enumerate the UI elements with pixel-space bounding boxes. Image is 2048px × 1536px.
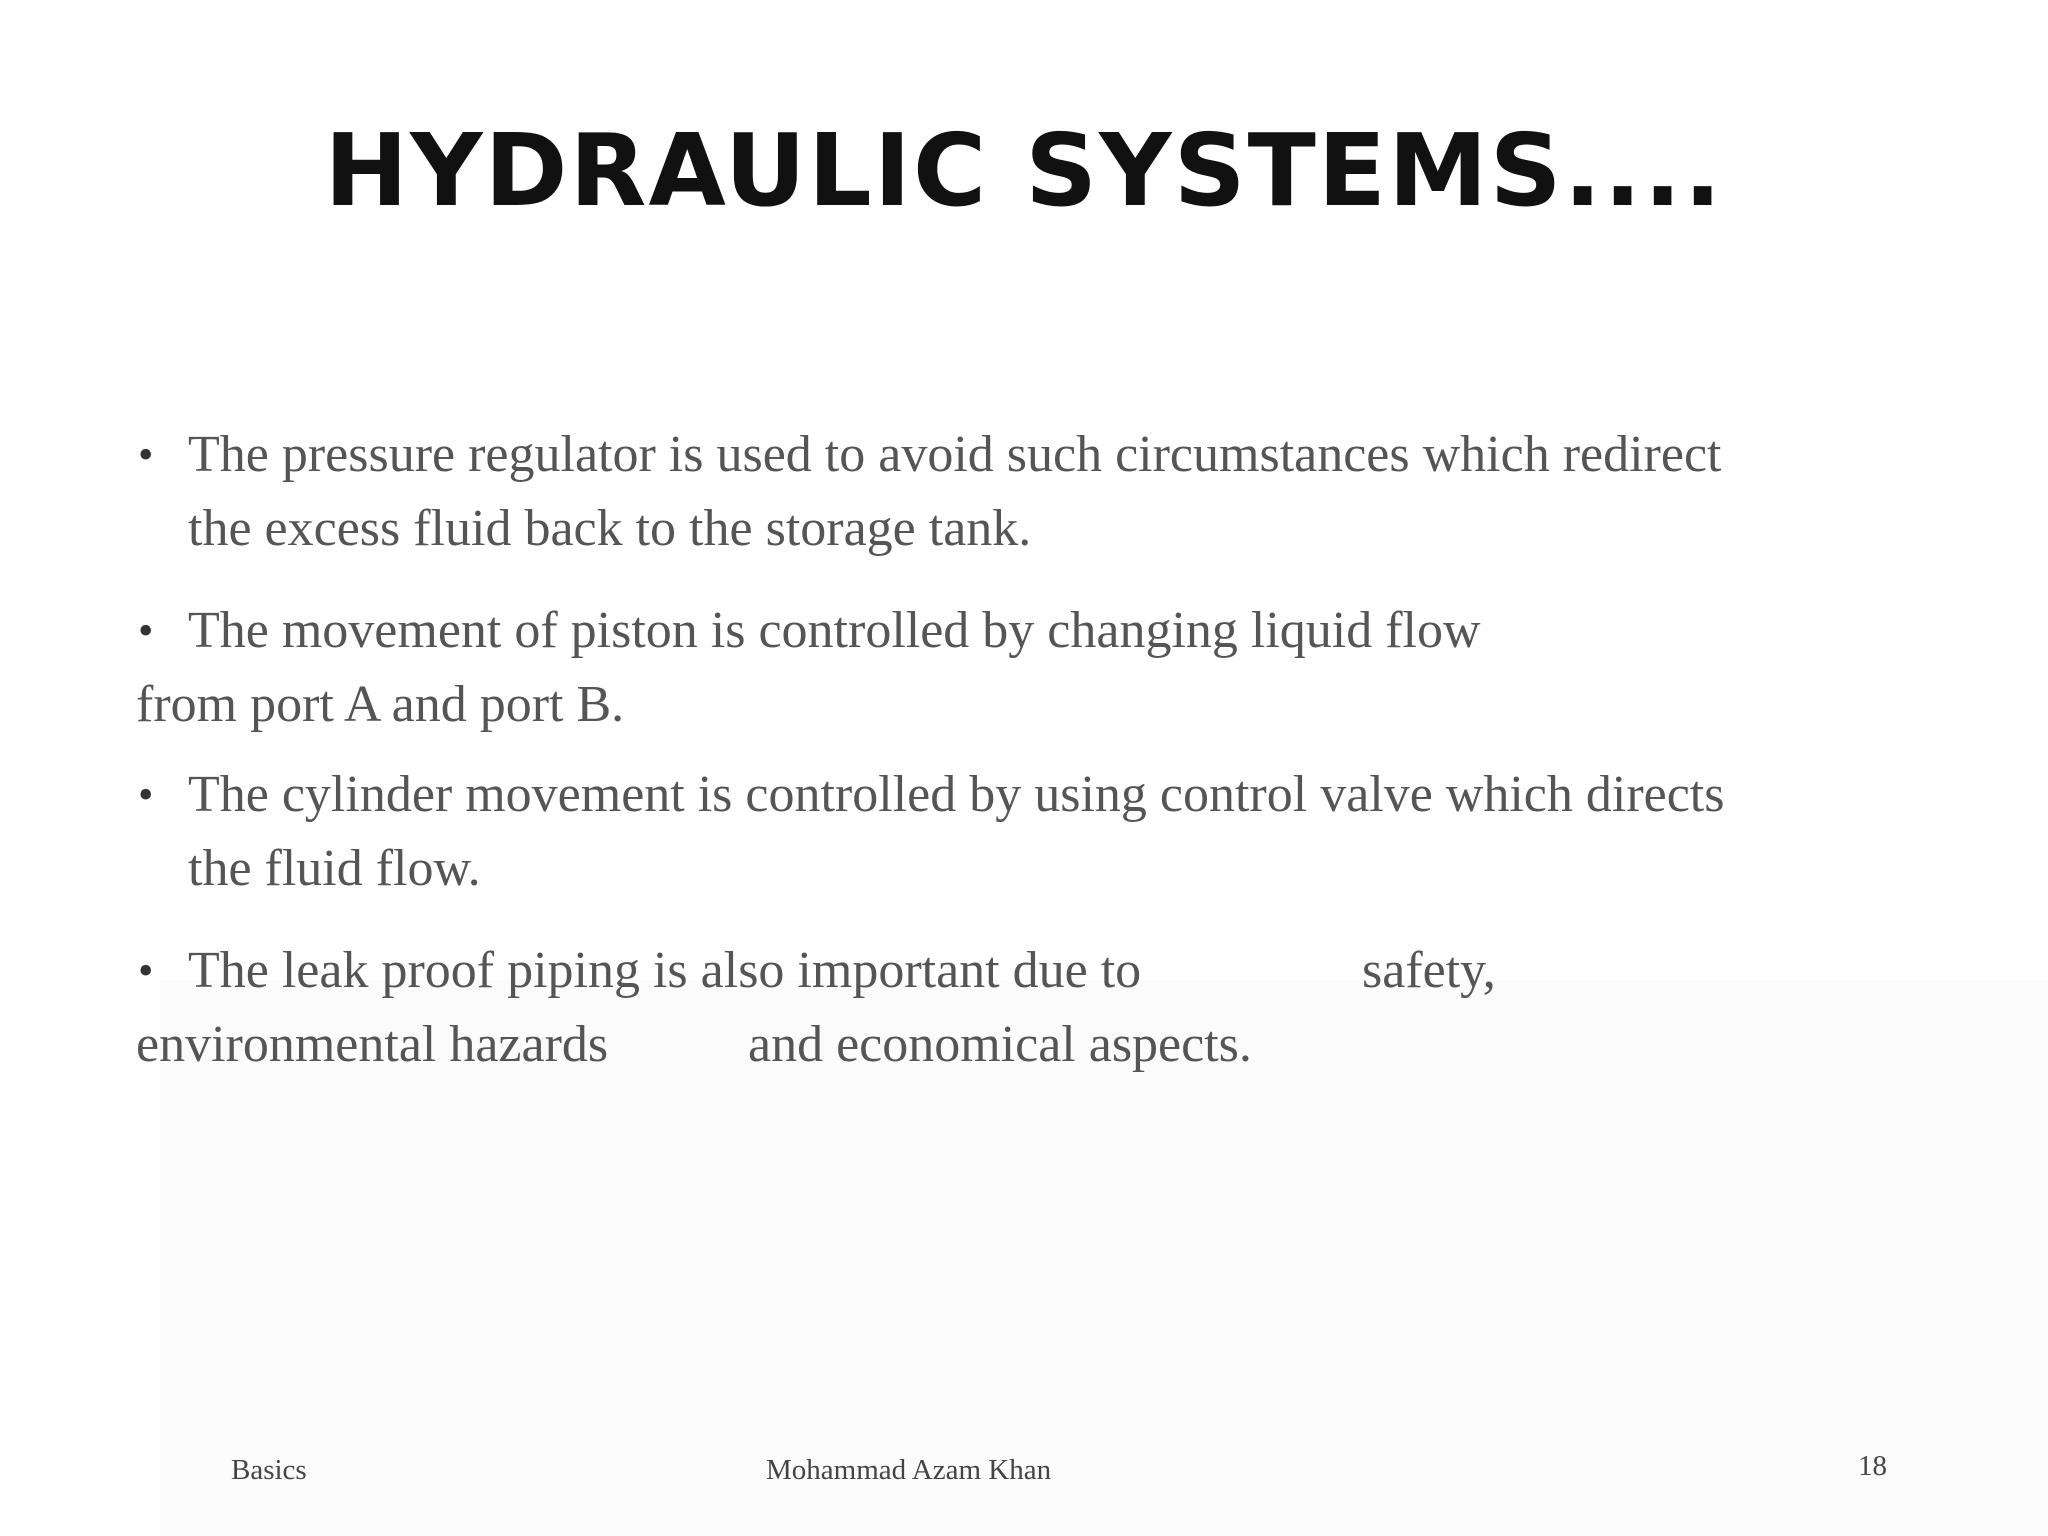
- slide-title: HYDRAULIC SYSTEMS....: [324, 112, 1724, 229]
- bullet-marker: •: [138, 606, 154, 655]
- bullet-4-line-1b: safety,: [1362, 942, 1496, 999]
- bullet-1-line-2: the excess fluid back to the storage tank.: [188, 500, 1032, 557]
- bullet-2-line-2: from port A and port B.: [136, 676, 625, 733]
- bullet-4-line-1a: The leak proof piping is also important due to: [188, 942, 1142, 999]
- bullet-3-line-1: The cylinder movement is controlled by using control valve which directs: [188, 766, 1725, 823]
- bullet-4-line-2b: and economical aspects.: [748, 1016, 1252, 1073]
- footer-author: Mohammad Azam Khan: [766, 1454, 1052, 1486]
- bullet-marker: •: [138, 946, 154, 995]
- bullet-marker: •: [138, 770, 154, 819]
- footer-left: Basics: [231, 1454, 307, 1486]
- page-number: 18: [1858, 1450, 1887, 1482]
- bullet-1-line-1: The pressure regulator is used to avoid such circumstances which redirect: [188, 426, 1722, 483]
- bullet-2-line-1: The movement of piston is controlled by changing liquid flow: [188, 602, 1481, 659]
- bullet-4-line-2a: environmental hazards: [136, 1016, 609, 1073]
- bullet-marker: •: [138, 430, 154, 479]
- bullet-3-line-2: the fluid flow.: [188, 840, 481, 897]
